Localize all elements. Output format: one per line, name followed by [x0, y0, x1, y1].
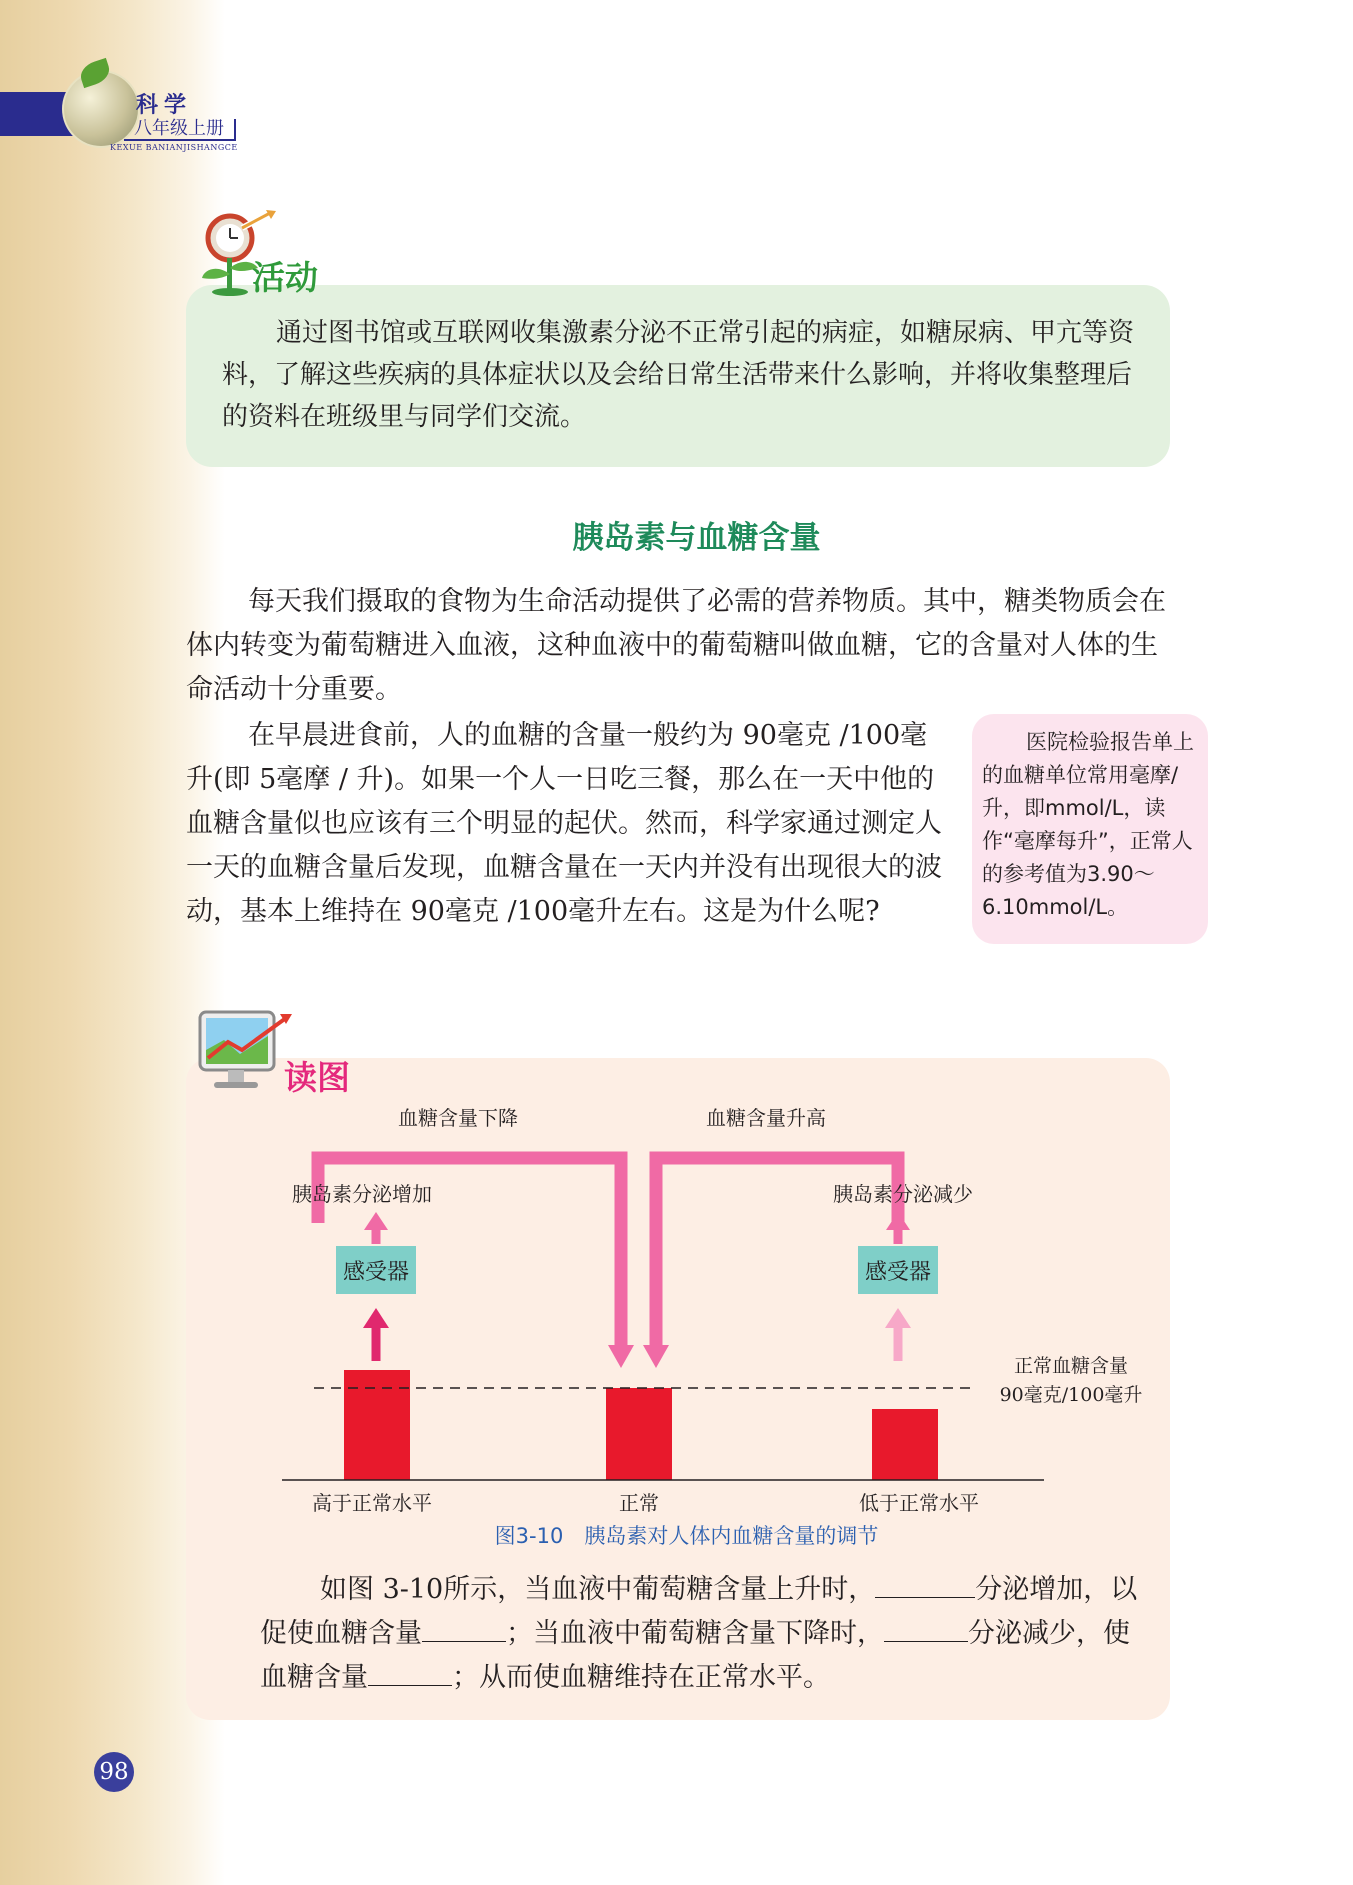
label-increase: 血糖含量升高	[706, 1106, 826, 1130]
sensor-label-right: 感受器	[864, 1260, 932, 1285]
label-decrease: 血糖含量下降	[398, 1106, 518, 1130]
category-normal: 正常	[619, 1491, 659, 1515]
answer-blank-4[interactable]	[368, 1661, 452, 1686]
arrow-up-insulin-right	[886, 1212, 910, 1230]
label-normal-level-2: 90毫克/100毫升	[999, 1384, 1143, 1406]
answer-blank-2[interactable]	[422, 1617, 506, 1642]
header-subject: 科学	[136, 93, 193, 118]
label-insulin-up: 胰岛素分泌增加	[292, 1182, 432, 1206]
category-low: 低于正常水平	[859, 1491, 979, 1515]
fill-text-4: 分泌减少，使血糖含量	[260, 1618, 1130, 1693]
read-figure-title: 读图	[284, 1058, 350, 1097]
paragraph-2: 在早晨进食前，人的血糖的含量一般约为 90毫克 /100毫升(即 5毫摩 / 升)。如果一个人一日吃三餐，那么在一天中他的血糖含量似也应该有三个明显的起伏。然而，科学家通过测定人一天的血糖含量后发现，血糖含量在一天内并没有出现很大的波动，基本上维持在 90毫克 /100毫升左右。这是为什么呢?	[186, 720, 942, 927]
fill-text-1: 如图 3-10所示，当血液中葡萄糖含量上升时，	[320, 1574, 876, 1605]
arrow-head-down-right	[643, 1345, 669, 1368]
arrow-up-sensor-left	[363, 1308, 389, 1328]
activity-text: 通过图书馆或互联网收集激素分泌不正常引起的病症，如糖尿病、甲亢等资料，了解这些疾病的具体症状以及会给日常生活带来什么影响，并将收集整理后的资料在班级里与同学们交流。	[222, 318, 1135, 432]
figure-caption: 图3-10 胰岛素对人体内血糖含量的调节	[494, 1524, 879, 1548]
header-pinyin: KEXUE BANIANJISHANGCE	[110, 143, 238, 152]
fill-text-5: ；从而使血糖维持在正常水平。	[452, 1662, 830, 1693]
sensor-label-left: 感受器	[342, 1260, 410, 1285]
bar-high	[344, 1370, 410, 1480]
insulin-regulation-diagram	[186, 1058, 1170, 1598]
bar-low	[872, 1409, 938, 1480]
page-number: 98	[99, 1759, 129, 1785]
arrow-up-insulin-left	[364, 1212, 388, 1230]
arrow-head-down-left	[608, 1345, 634, 1368]
fill-in-question	[260, 1568, 1140, 1700]
fill-text-3: ；当血液中葡萄糖含量下降时，	[506, 1618, 884, 1649]
arrow-up-sensor-right	[885, 1308, 911, 1328]
activity-title: 活动	[252, 258, 318, 297]
side-note-text: 医院检验报告单上的血糖单位常用毫摩/升，即mmol/L，读作“毫摩每升”，正常人的参考值为3.90～6.10mmol/L。	[982, 730, 1194, 919]
answer-blank-3[interactable]	[884, 1617, 968, 1642]
category-high: 高于正常水平	[312, 1491, 432, 1515]
fill-text-2: 分泌增加，以促使血糖含量	[260, 1574, 1138, 1649]
answer-blank-1[interactable]	[875, 1573, 975, 1598]
section-title: 胰岛素与血糖含量	[572, 520, 821, 556]
header-grade: 八年级上册	[124, 119, 236, 141]
label-normal-level-1: 正常血糖含量	[1013, 1355, 1129, 1377]
paragraph-1: 每天我们摄取的食物为生命活动提供了必需的营养物质。其中，糖类物质会在体内转变为葡萄糖进入血液，这种血液中的葡萄糖叫做血糖，它的含量对人体的生命活动十分重要。	[186, 586, 1166, 705]
bar-normal	[606, 1388, 672, 1480]
label-insulin-down: 胰岛素分泌减少	[833, 1182, 973, 1206]
